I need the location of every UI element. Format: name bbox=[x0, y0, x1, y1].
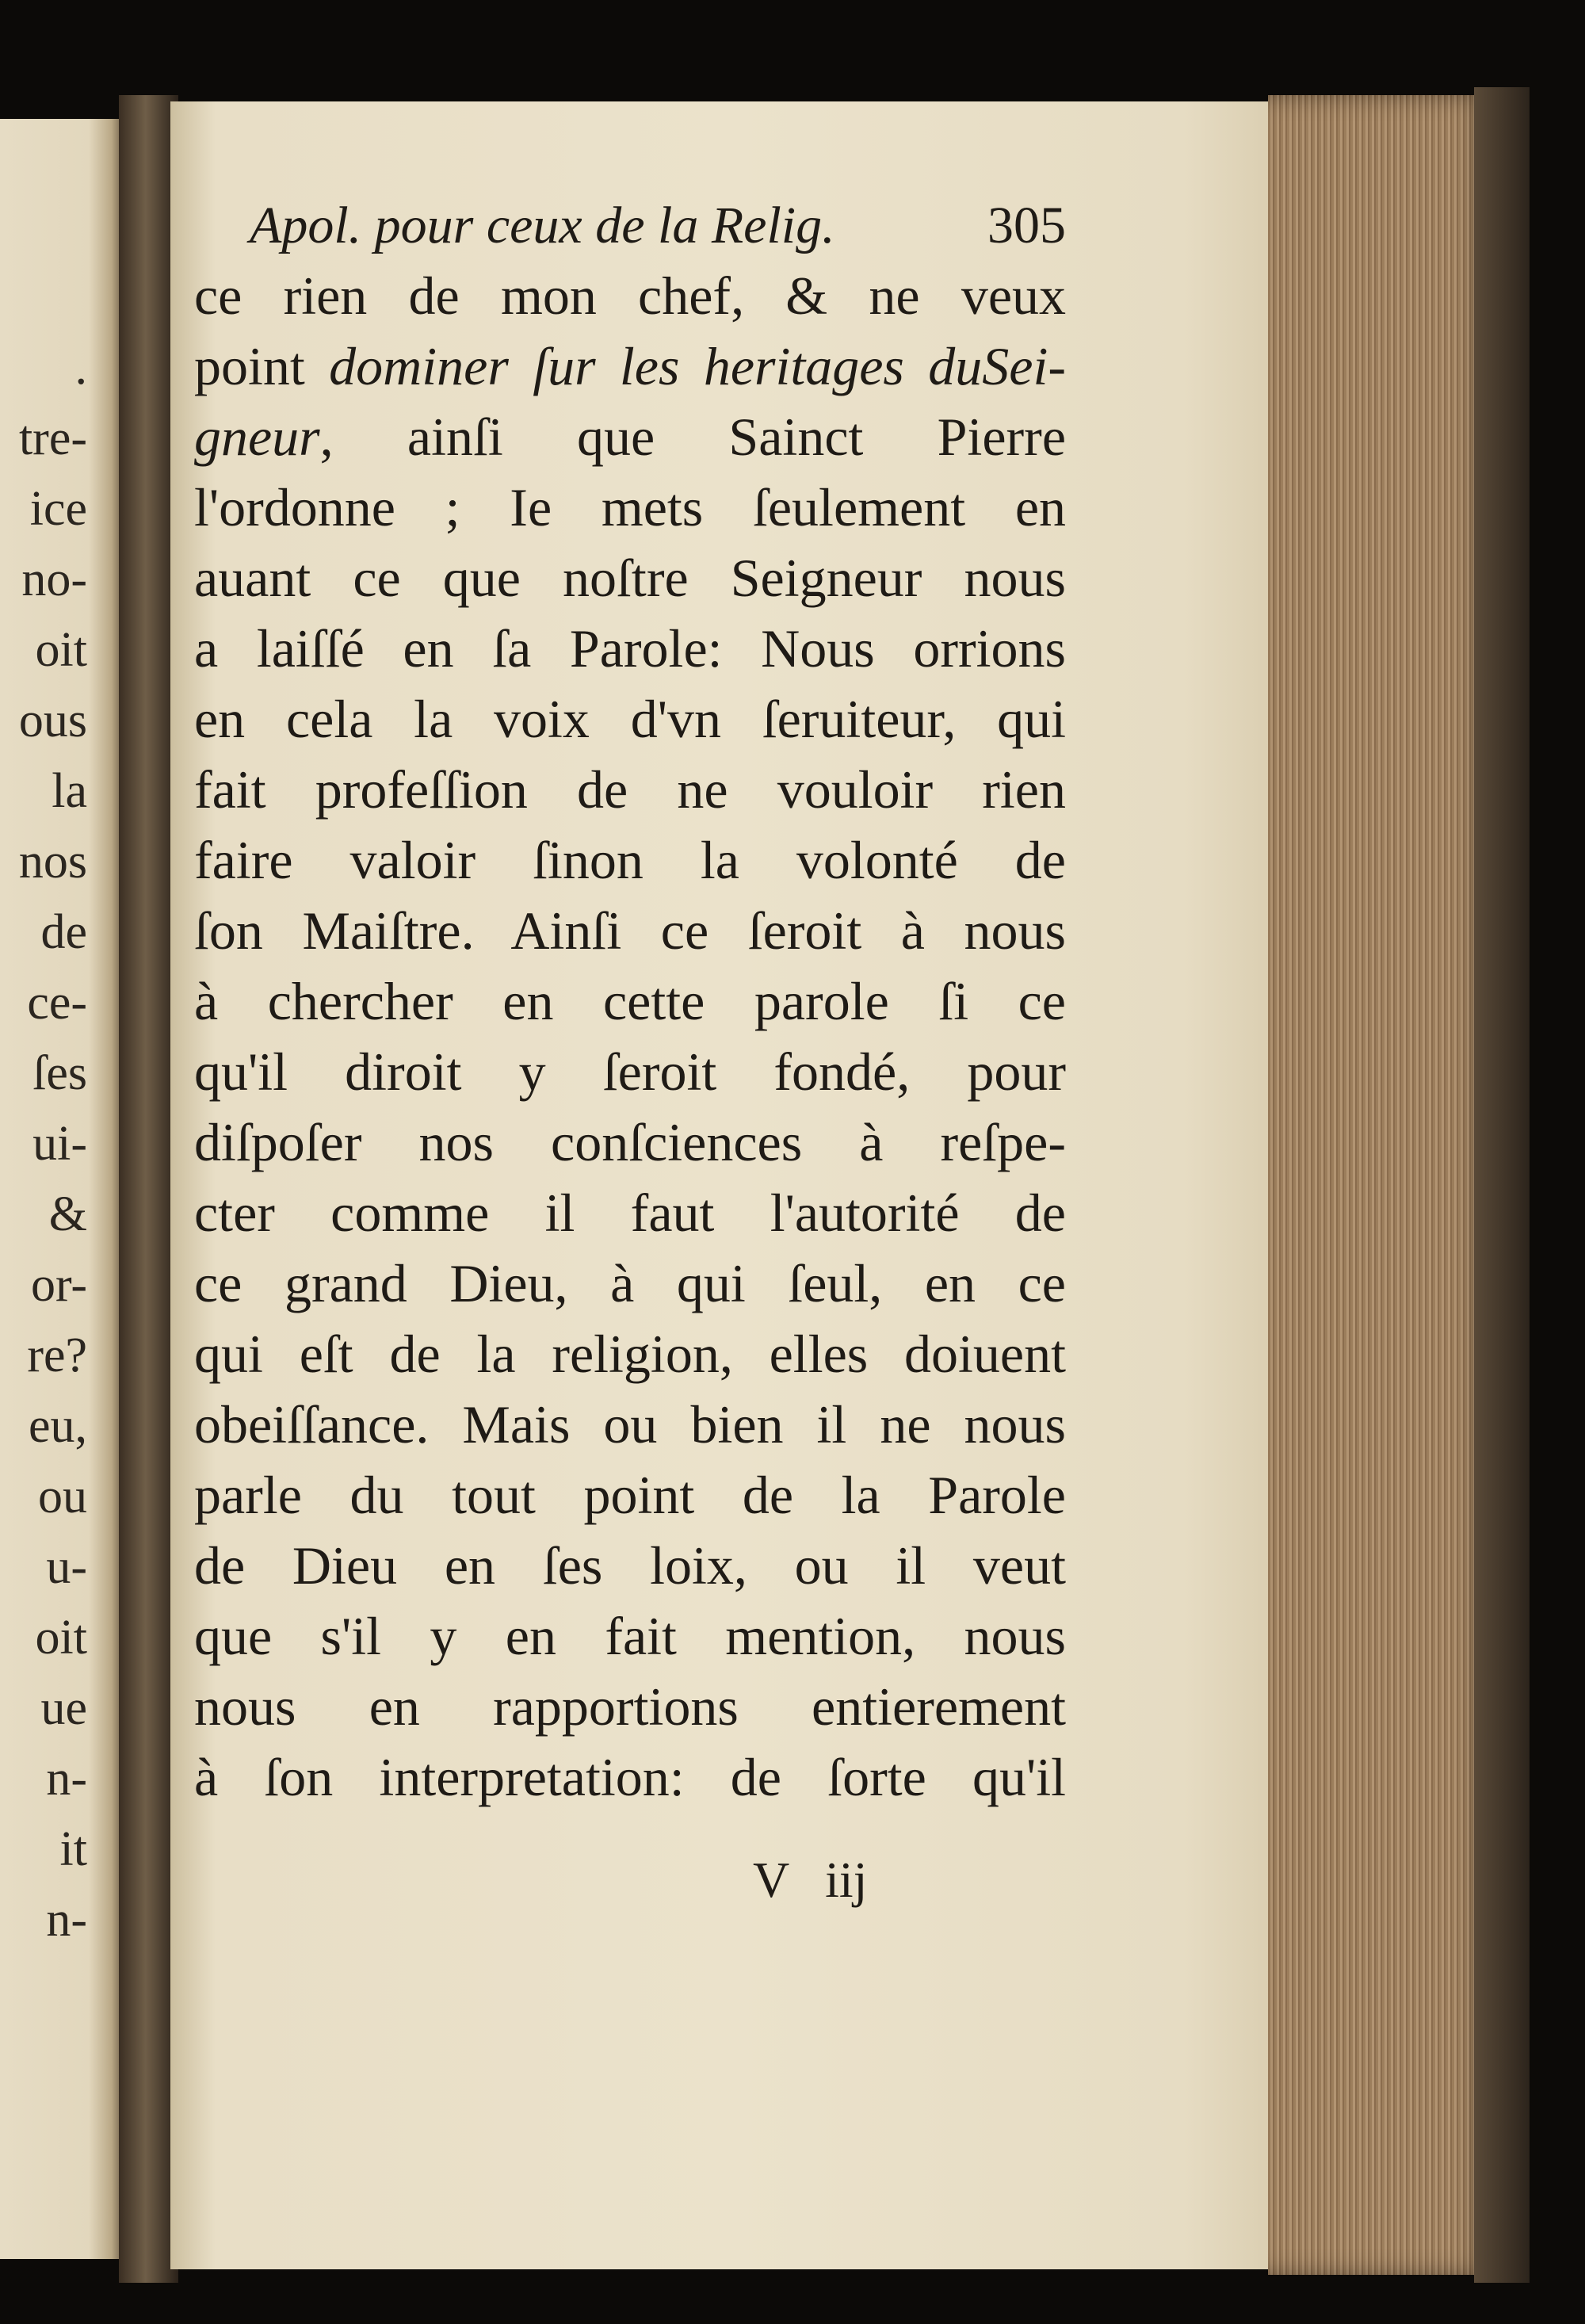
left-line-fragment: tre- bbox=[18, 411, 87, 465]
left-line-fragment: la bbox=[52, 764, 87, 818]
line-text: qui eſt de la religion, elles doiuent bbox=[194, 1324, 1066, 1384]
left-line-fragment: de bbox=[40, 905, 87, 959]
left-line-fragment: no- bbox=[21, 552, 87, 606]
line-text: l'ordonne ; Ie mets ſeulement en bbox=[194, 477, 1066, 537]
line-text: qu'il diroit y ſeroit fondé, pour bbox=[194, 1042, 1066, 1102]
left-line-fragment: oit bbox=[35, 1611, 87, 1665]
left-line-fragment: ui- bbox=[32, 1117, 87, 1171]
book-gutter bbox=[119, 95, 178, 2283]
signature-mark: V iij bbox=[753, 1852, 868, 1908]
line-text: à chercher en cette parole ſi ce bbox=[194, 971, 1066, 1031]
left-line-fragment: & bbox=[48, 1187, 87, 1241]
line-text: en cela la voix d'vn ſeruiteur, qui bbox=[194, 689, 1066, 749]
left-line-fragment: ous bbox=[18, 694, 87, 747]
text-line bbox=[194, 966, 1066, 1037]
text-line bbox=[194, 1672, 1066, 1742]
left-line-fragment: ou bbox=[38, 1470, 87, 1523]
text-line bbox=[194, 402, 1066, 472]
line-text: ce rien de mon chef, & ne veux bbox=[194, 266, 1066, 326]
line-text: que s'il y en fait mention, nous bbox=[194, 1606, 1066, 1666]
text-line bbox=[194, 1531, 1066, 1601]
line-text: point bbox=[194, 336, 330, 396]
line-text: cter comme il faut l'autorité de bbox=[194, 1183, 1066, 1243]
line-text: parle du tout point de la Parole bbox=[194, 1465, 1066, 1525]
line-text: de Dieu en ſes loix, ou il veut bbox=[194, 1535, 1066, 1596]
line-text: fait profeſſion de ne vouloir rien bbox=[194, 759, 1066, 820]
text-line bbox=[194, 1248, 1066, 1319]
page-number: 305 bbox=[987, 197, 1066, 254]
left-line-fragment: oit bbox=[35, 623, 87, 677]
left-line-fragment: ue bbox=[40, 1681, 87, 1735]
text-line bbox=[194, 1107, 1066, 1178]
text-line bbox=[194, 1037, 1066, 1107]
text-line bbox=[194, 543, 1066, 613]
line-text: , ainſi que Sainct Pierre bbox=[319, 407, 1066, 467]
left-line-fragment: n- bbox=[46, 1752, 87, 1806]
italic-text: gneur bbox=[194, 407, 320, 467]
text-line bbox=[194, 825, 1066, 896]
text-line bbox=[194, 896, 1066, 966]
left-line-fragment: it bbox=[59, 1822, 87, 1876]
left-line-fragment: ice bbox=[29, 482, 87, 536]
italic-text: dominer ſur les heritages duSei- bbox=[329, 336, 1066, 396]
left-line-fragment: u- bbox=[46, 1540, 87, 1594]
text-line bbox=[194, 1319, 1066, 1389]
line-text: à ſon interpretation: de ſorte qu'il bbox=[194, 1747, 1066, 1807]
text-block bbox=[194, 190, 1066, 1813]
left-page bbox=[0, 119, 127, 2259]
text-line bbox=[194, 613, 1066, 684]
line-text: ce grand Dieu, à qui ſeul, en ce bbox=[194, 1253, 1066, 1313]
text-line bbox=[194, 684, 1066, 755]
text-line bbox=[194, 1742, 1066, 1813]
page-fore-edge bbox=[1268, 95, 1494, 2275]
line-text: diſpoſer nos conſciences à reſpe- bbox=[194, 1112, 1066, 1172]
line-text: a laiſſé en ſa Parole: Nous orrions bbox=[194, 618, 1066, 678]
left-line-fragment: . bbox=[74, 341, 87, 395]
text-line bbox=[194, 472, 1066, 543]
body-text bbox=[194, 261, 1066, 1813]
text-line bbox=[194, 1178, 1066, 1248]
text-line bbox=[194, 331, 1066, 402]
line-text: obeiſſance. Mais ou bien il ne nous bbox=[194, 1394, 1066, 1454]
left-page-text bbox=[0, 333, 87, 1955]
text-line bbox=[194, 261, 1066, 331]
page-header bbox=[194, 190, 1066, 261]
left-line-fragment: n- bbox=[46, 1893, 87, 1947]
left-line-fragment: or- bbox=[30, 1258, 87, 1312]
book-cover-edge bbox=[1474, 87, 1530, 2283]
line-text: nous en rapportions entierement bbox=[194, 1676, 1066, 1737]
left-line-fragment: ſes bbox=[32, 1046, 87, 1100]
left-line-fragment: ce- bbox=[27, 976, 87, 1030]
text-line bbox=[194, 1601, 1066, 1672]
text-line bbox=[194, 1389, 1066, 1460]
left-line-fragment: nos bbox=[18, 835, 87, 889]
text-line bbox=[194, 1460, 1066, 1531]
line-text: auant ce que noſtre Seigneur nous bbox=[194, 548, 1066, 608]
left-line-fragment: re? bbox=[27, 1328, 87, 1382]
text-line bbox=[194, 755, 1066, 825]
line-text: faire valoir ſinon la volonté de bbox=[194, 830, 1066, 890]
line-text: ſon Maiſtre. Ainſi ce ſeroit à nous bbox=[194, 900, 1066, 961]
left-line-fragment: eu, bbox=[28, 1399, 87, 1453]
running-title: Apol. pour ceux de la Relig. bbox=[250, 197, 835, 254]
